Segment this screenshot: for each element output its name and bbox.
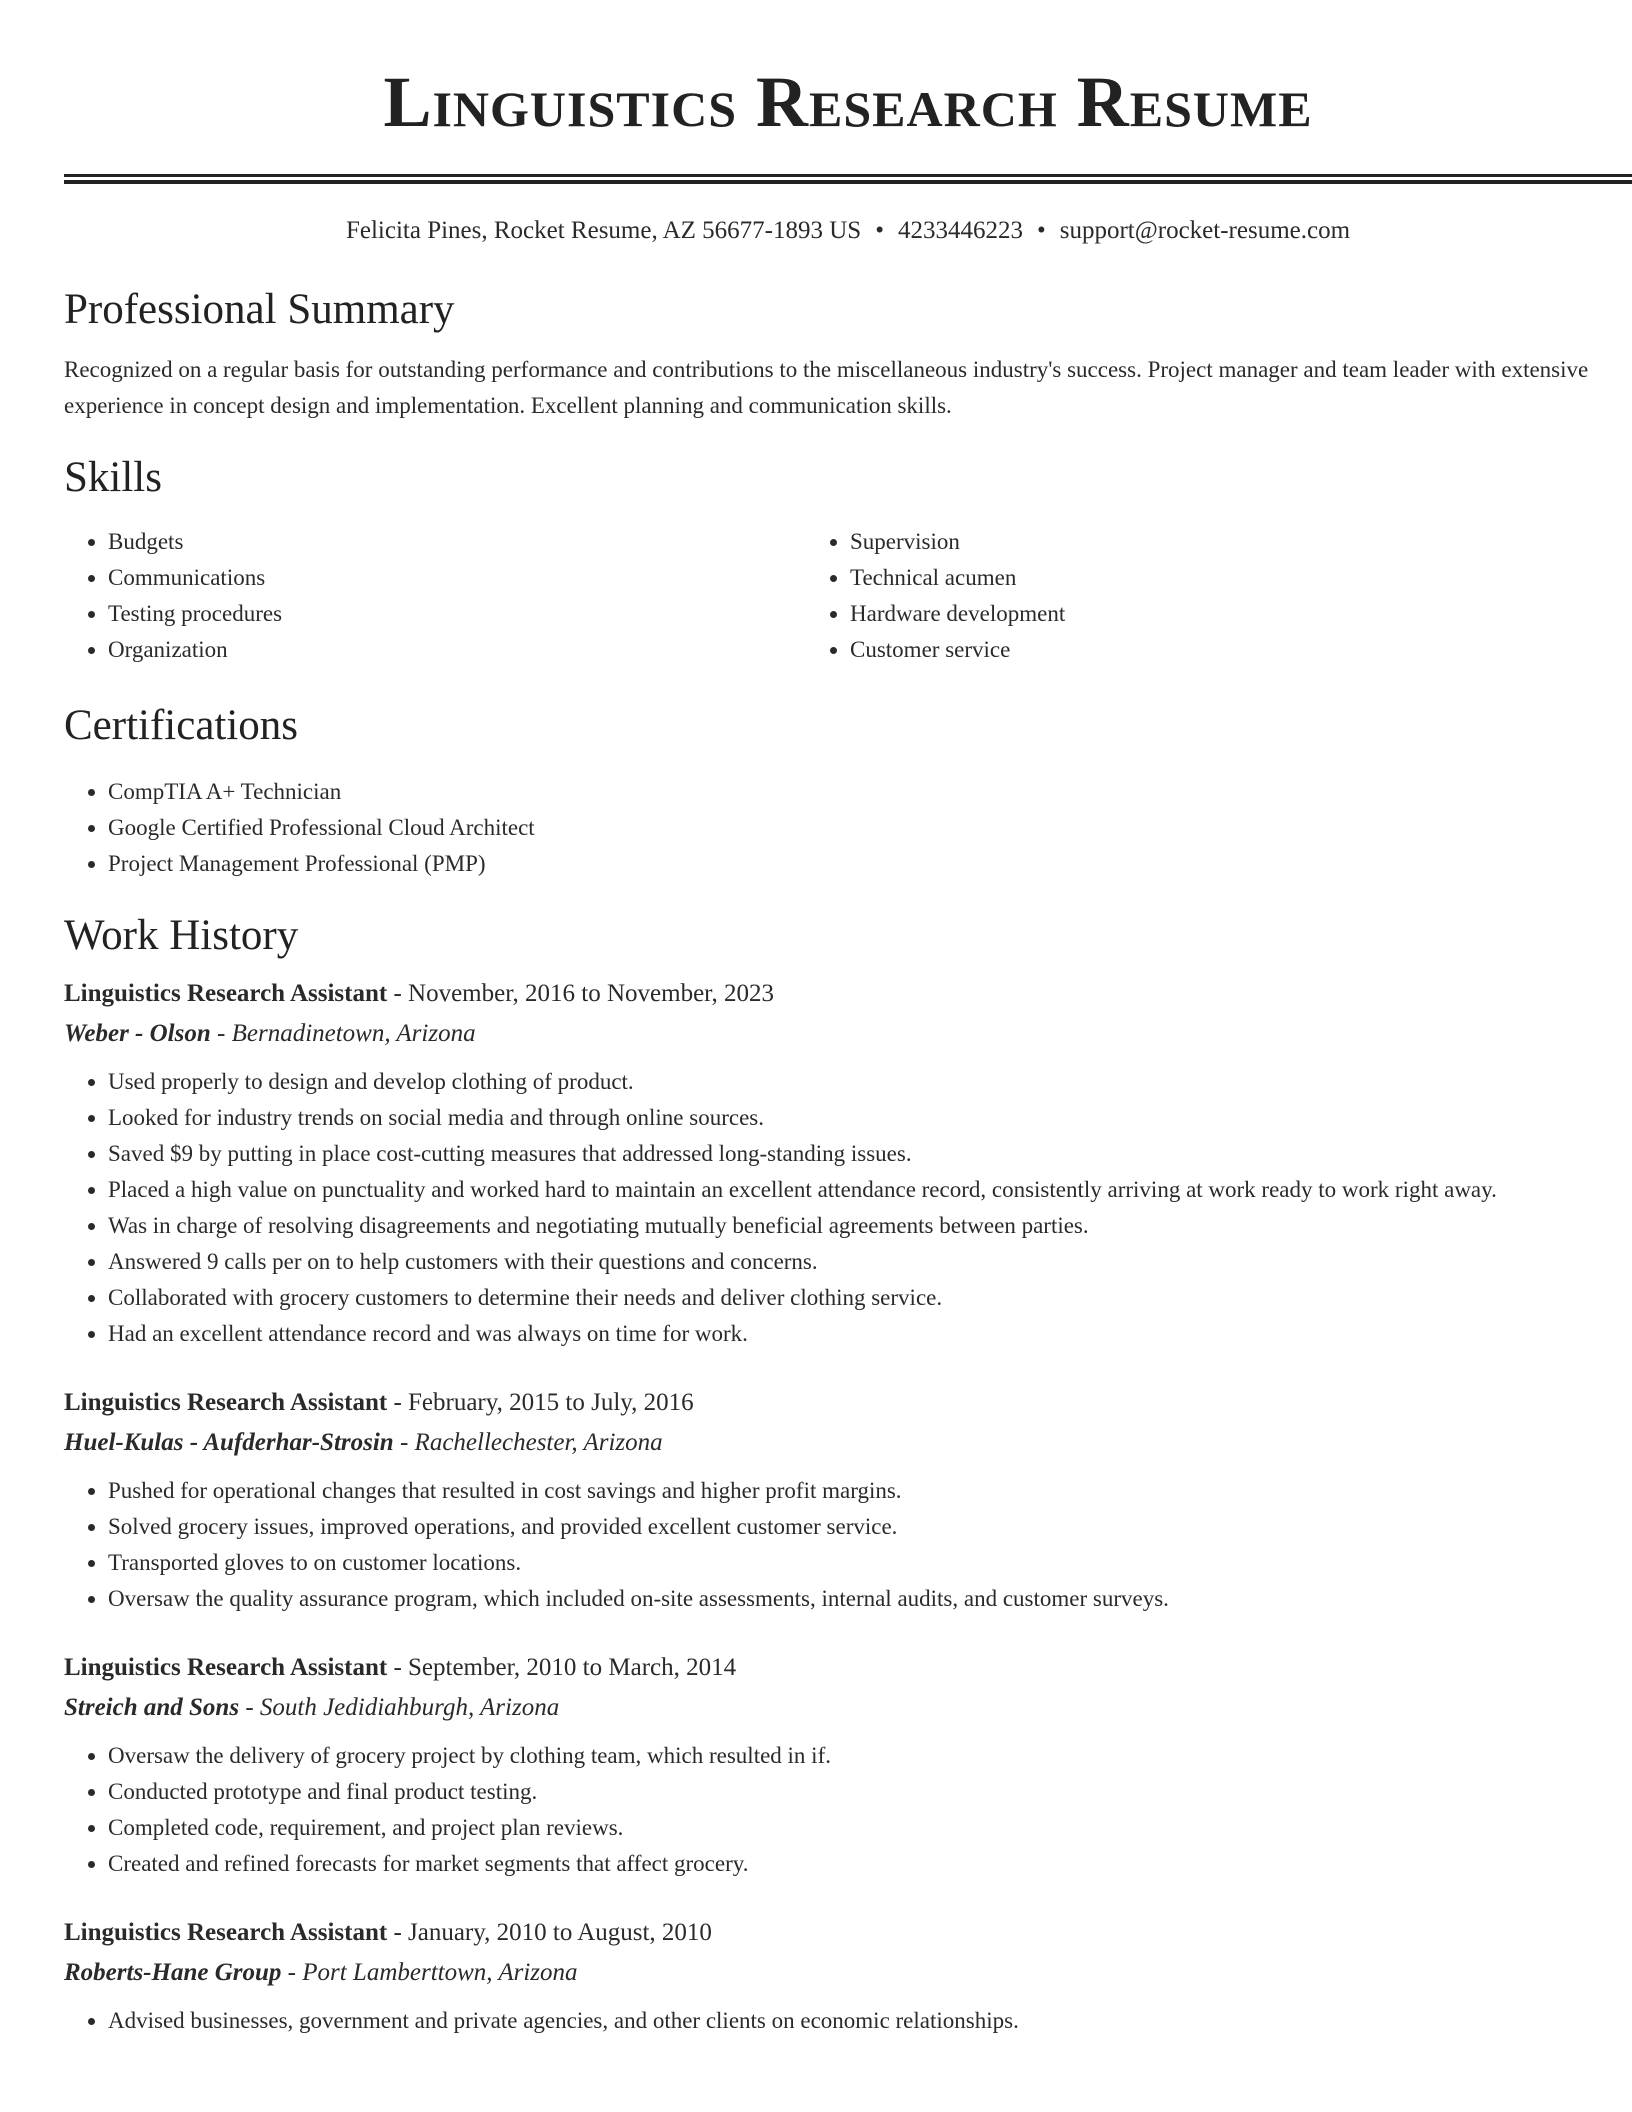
job-company-line bbox=[64, 1953, 1632, 1993]
skill-item: • Communications bbox=[108, 560, 806, 596]
job-company: Huel-Kulas - Aufderhar-Strosin bbox=[64, 1429, 394, 1456]
job-bullet: • Saved $9 by putting in place cost-cutting measures that addressed long-standing issues. bbox=[108, 1136, 1632, 1172]
job-company-line bbox=[64, 1423, 1632, 1463]
dash-separator: - bbox=[387, 1389, 409, 1416]
job-company-line bbox=[64, 1014, 1632, 1054]
certifications-heading: Certifications bbox=[64, 702, 299, 749]
job-bullet-list bbox=[64, 1064, 1632, 1352]
job-title-line bbox=[64, 1913, 1632, 1953]
skill-item: • Supervision bbox=[850, 524, 1548, 560]
dash-separator: - bbox=[239, 1694, 260, 1721]
job-dates: February, 2015 to July, 2016 bbox=[408, 1389, 694, 1416]
contact-phone: 4233446223 bbox=[897, 217, 1023, 244]
job-entry bbox=[64, 974, 1632, 1352]
skill-item: • Organization bbox=[108, 632, 806, 668]
job-bullet: • Oversaw the quality assurance program, which included on-site assessments, internal audits, and customer surveys. bbox=[108, 1581, 1632, 1617]
job-bullet: • Had an excellent attendance record and was always on time for work. bbox=[108, 1316, 1632, 1352]
job-entry bbox=[64, 1383, 1632, 1617]
job-title-line bbox=[64, 1648, 1632, 1688]
skill-item: • Technical acumen bbox=[850, 560, 1548, 596]
job-company: Streich and Sons bbox=[64, 1694, 240, 1721]
job-location: Bernadinetown, Arizona bbox=[231, 1020, 476, 1047]
job-bullet-list bbox=[64, 1473, 1632, 1617]
contact-separator: • bbox=[875, 217, 884, 244]
contact-address: Felicita Pines, Rocket Resume, AZ 56677-1893 US bbox=[345, 217, 862, 244]
resume-page bbox=[64, 0, 1632, 2039]
skills-heading: Skills bbox=[64, 454, 162, 501]
contact-email: support@rocket-resume.com bbox=[1059, 217, 1351, 244]
job-title: Linguistics Research Assistant bbox=[64, 1919, 388, 1946]
dash-separator: - bbox=[393, 1429, 415, 1456]
skill-item: • Customer service bbox=[850, 632, 1548, 668]
contact-line bbox=[64, 214, 1632, 248]
job-bullet: • Created and refined forecasts for market segments that affect grocery. bbox=[108, 1846, 1632, 1882]
skill-item: • Budgets bbox=[108, 524, 806, 560]
job-bullet: • Was in charge of resolving disagreements and negotiating mutually beneficial agreements between parties. bbox=[108, 1208, 1632, 1244]
title-divider bbox=[64, 174, 1632, 184]
job-title: Linguistics Research Assistant bbox=[64, 980, 388, 1007]
job-bullet: • Solved grocery issues, improved operations, and provided excellent customer service. bbox=[108, 1509, 1632, 1545]
job-company: Weber - Olson bbox=[64, 1020, 211, 1047]
job-bullet: • Conducted prototype and final product testing. bbox=[108, 1774, 1632, 1810]
dash-separator: - bbox=[210, 1020, 232, 1047]
dash-separator: - bbox=[387, 1654, 409, 1681]
job-location: Port Lamberttown, Arizona bbox=[302, 1959, 578, 1986]
job-bullet: • Pushed for operational changes that resulted in cost savings and higher profit margins. bbox=[108, 1473, 1632, 1509]
dash-separator: - bbox=[387, 1919, 409, 1946]
job-location: South Jedidiahburgh, Arizona bbox=[259, 1694, 560, 1721]
job-dates: January, 2010 to August, 2010 bbox=[408, 1919, 712, 1946]
skills-list-left bbox=[64, 524, 806, 668]
dash-separator: - bbox=[387, 980, 409, 1007]
job-company-line bbox=[64, 1688, 1632, 1728]
certification-item: • Project Management Professional (PMP) bbox=[108, 846, 1632, 882]
skills-list-right bbox=[806, 524, 1548, 668]
job-bullet: • Collaborated with grocery customers to determine their needs and deliver clothing service. bbox=[108, 1280, 1632, 1316]
job-bullet: • Transported gloves to on customer locations. bbox=[108, 1545, 1632, 1581]
job-bullet: • Advised businesses, government and private agencies, and other clients on economic relationships. bbox=[108, 2003, 1632, 2039]
job-entry bbox=[64, 1648, 1632, 1882]
contact-separator: • bbox=[1036, 217, 1046, 244]
certifications-list bbox=[64, 774, 1632, 882]
job-location: Rachellechester, Arizona bbox=[414, 1429, 663, 1456]
skill-item: • Testing procedures bbox=[108, 596, 806, 632]
job-bullet: • Oversaw the delivery of grocery project by clothing team, which resulted in if. bbox=[108, 1738, 1632, 1774]
job-bullet-list bbox=[64, 2003, 1632, 2039]
job-bullet: • Looked for industry trends on social media and through online sources. bbox=[108, 1100, 1632, 1136]
skill-item: • Hardware development bbox=[850, 596, 1548, 632]
job-title: Linguistics Research Assistant bbox=[64, 1389, 388, 1416]
summary-text: Recognized on a regular basis for outstanding performance and contributions to the miscellaneous industry's success. Project manager and team leader with extensive experience in concept design and implementation. Excellent planning and communication skills. bbox=[64, 357, 1589, 418]
certification-item: • CompTIA A+ Technician bbox=[108, 774, 1632, 810]
job-title-line bbox=[64, 974, 1632, 1014]
job-title: Linguistics Research Assistant bbox=[64, 1654, 388, 1681]
job-dates: September, 2010 to March, 2014 bbox=[408, 1654, 737, 1681]
job-entry bbox=[64, 1913, 1632, 2039]
certification-item: • Google Certified Professional Cloud Architect bbox=[108, 810, 1632, 846]
job-company: Roberts-Hane Group bbox=[64, 1959, 282, 1986]
job-dates: November, 2016 to November, 2023 bbox=[408, 980, 774, 1007]
job-bullet: • Answered 9 calls per on to help customers with their questions and concerns. bbox=[108, 1244, 1632, 1280]
job-title-line bbox=[64, 1383, 1632, 1423]
job-bullet: • Used properly to design and develop clothing of product. bbox=[108, 1064, 1632, 1100]
dash-separator: - bbox=[281, 1959, 303, 1986]
job-bullet: • Completed code, requirement, and project plan reviews. bbox=[108, 1810, 1632, 1846]
work-history-heading: Work History bbox=[64, 912, 299, 959]
summary-heading: Professional Summary bbox=[64, 286, 455, 333]
resume-title: Linguistics Research Resume bbox=[383, 62, 1313, 142]
skills-grid bbox=[64, 524, 1632, 668]
job-bullet-list bbox=[64, 1738, 1632, 1882]
job-bullet: • Placed a high value on punctuality and worked hard to maintain an excellent attendance record, consistently arriving at work ready to work right away. bbox=[108, 1172, 1632, 1208]
